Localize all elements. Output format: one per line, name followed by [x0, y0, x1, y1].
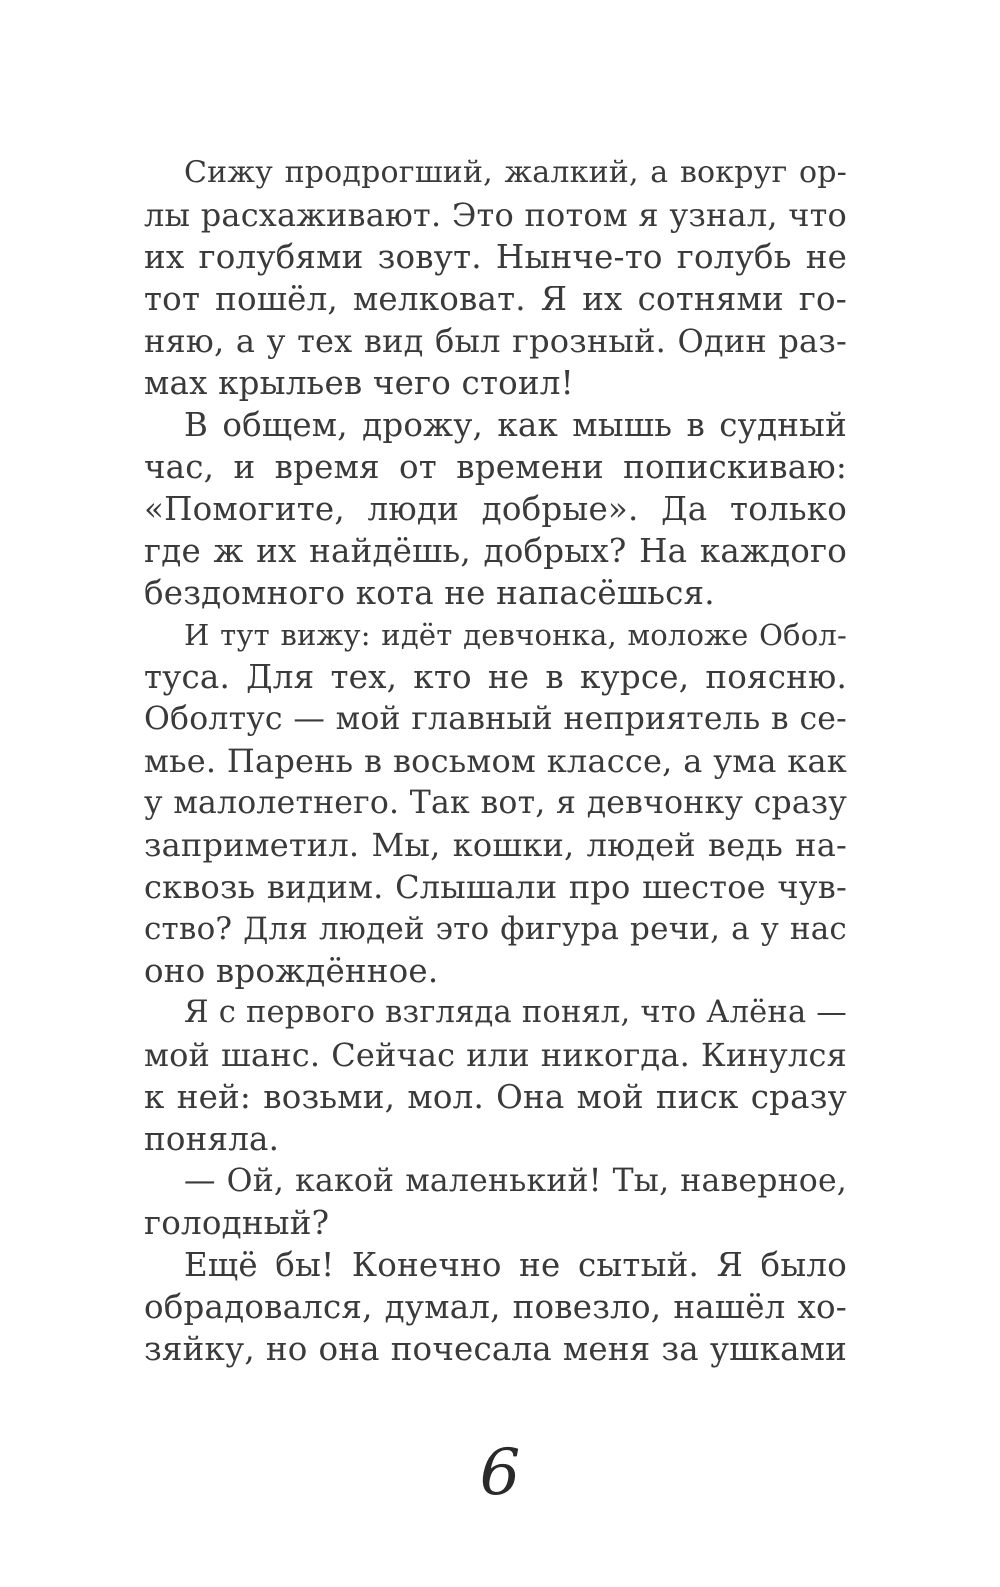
text-line: их голубями зовут. Нынче-то голубь не — [144, 238, 847, 276]
text-line: мье. Парень в восьмом классе, а ума как — [144, 742, 847, 780]
text-line: ство? Для людей это фигура речи, а у нас — [144, 911, 847, 947]
text-line: голодный? — [144, 1204, 330, 1242]
text-line: няю, а у тех вид был грозный. Один раз- — [144, 322, 847, 360]
text-line: Сижу продрогший, жалкий, а вокруг ор- — [184, 155, 847, 190]
text-line: у малолетнего. Так вот, я девчонку сразу — [144, 785, 847, 821]
text-line: мах крыльев чего стоил! — [144, 364, 574, 402]
text-line: мой шанс. Сейчас или никогда. Кинулся — [144, 1036, 847, 1074]
text-line: — Ой, какой маленький! Ты, наверное, — [184, 1163, 847, 1199]
text-line: зяйку, но она почесала меня за ушками — [144, 1330, 847, 1368]
text-line: тот пошёл, мелковат. Я их сотнями го- — [144, 280, 847, 318]
text-line: «Помогите, люди добрые». Да только — [144, 490, 847, 528]
text-line: заприметил. Мы, кошки, людей ведь на- — [144, 826, 847, 864]
text-line: сквозь видим. Слышали про шестое чув- — [144, 868, 847, 906]
text-line: туса. Для тех, кто не в курсе, поясню. — [144, 658, 847, 696]
text-line: оно врождённое. — [144, 952, 439, 990]
body-text — [144, 152, 847, 1370]
text-line: к ней: возьми, мол. Она мой писк сразу — [144, 1078, 847, 1116]
page-number: 6 — [479, 1436, 521, 1510]
text-line: час, и время от времени попискиваю: — [144, 448, 847, 486]
text-line: В общем, дрожу, как мышь в судный — [184, 406, 847, 444]
text-line: Я с первого взгляда понял, что Алёна — — [184, 995, 847, 1030]
text-line: Ещё бы! Конечно не сытый. Я было — [184, 1246, 847, 1284]
text-line: лы расхаживают. Это потом я узнал, что — [144, 196, 847, 234]
text-line: И тут вижу: идёт девчонка, моложе Обол- — [184, 618, 847, 652]
text-line: обрадовался, думал, повезло, нашёл хо- — [144, 1288, 847, 1326]
text-line: поняла. — [144, 1120, 280, 1158]
text-line: где ж их найдёшь, добрых? На каждого — [144, 532, 847, 570]
text-line: бездомного кота не напасёшься. — [144, 574, 715, 612]
text-line: Оболтус — мой главный неприятель в се- — [144, 701, 847, 737]
